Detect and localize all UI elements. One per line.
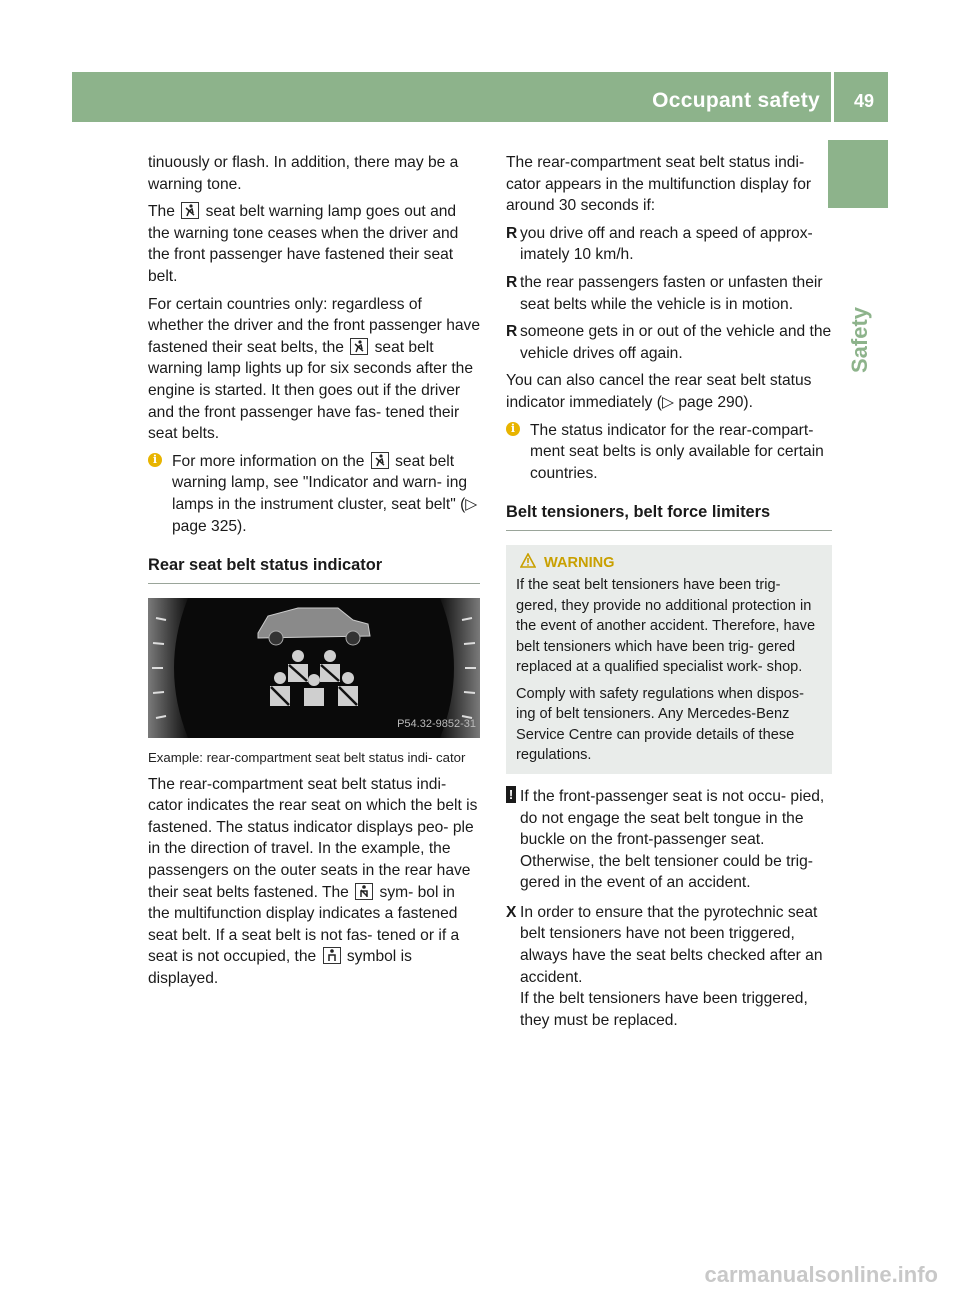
section-heading bbox=[506, 502, 832, 531]
info-note bbox=[148, 451, 480, 537]
paragraph bbox=[148, 294, 480, 445]
text: symbol is displayed. bbox=[148, 948, 412, 988]
list-item bbox=[506, 223, 832, 266]
text: For certain countries only: regardless of whether the driver and the front passenger have fastened their seat belts, the bbox=[148, 295, 481, 356]
text: the rear passengers fasten or unfasten their seat belts while the vehicle is in motion. bbox=[520, 273, 823, 313]
text: seat belt warning lamp goes out and the warning tone ceases when the driver and the front passenger have fastened their seat belt. bbox=[148, 203, 459, 285]
info-icon: i bbox=[506, 422, 520, 436]
notice-icon: ! bbox=[506, 786, 516, 803]
warning-text: If the seat belt tensioners have been trig- gered, they provide no additional protection in the event of another accident. Therefore, have belt tensioners which have been trig- gered replaced at a qualified specialist work- shop. bbox=[516, 577, 816, 676]
section-tab bbox=[828, 140, 888, 208]
figure-caption: Example: rear-compartment seat belt status indi- cator bbox=[148, 749, 466, 765]
seat-belt-warning-icon bbox=[371, 452, 389, 469]
belt-fastened-icon bbox=[355, 883, 373, 900]
warning-text: Comply with safety regulations when dispos- ing of belt tensioners. Any Mercedes-Benz Service Centre can provide details of these regulations. bbox=[516, 685, 804, 764]
text: The status indicator for the rear-compart- ment seat belts is only available for certain countries. bbox=[530, 421, 824, 482]
side-section-label: Safety bbox=[847, 306, 872, 374]
paragraph bbox=[148, 201, 480, 287]
text: The bbox=[148, 203, 175, 221]
text: In order to ensure that the pyrotechnic seat belt tensioners have not been triggered, always have the seat belts checked after an accident. bbox=[520, 903, 823, 986]
step-marker: X bbox=[506, 903, 517, 921]
instruction-step bbox=[506, 902, 832, 1032]
figure-code: P54.32-9852-31 bbox=[397, 718, 476, 731]
paragraph: tinuously or flash. In addition, there may be a warning tone. bbox=[148, 154, 459, 193]
text: You can also cancel the rear seat belt status indicator immediately ( bbox=[506, 372, 812, 411]
warning-box bbox=[506, 545, 832, 774]
text: someone gets in or out of the vehicle and the vehicle drives off again. bbox=[520, 323, 832, 362]
bullet-marker: R bbox=[506, 224, 518, 242]
text: seat belt warning lamp lights up for six seconds after the engine is started. It then goes out if the driver and the front passenger have fas- tened their seat belts. bbox=[148, 338, 474, 443]
info-note bbox=[506, 420, 832, 485]
text: If the belt tensioners have been triggered, they must be replaced. bbox=[520, 990, 808, 1029]
page-reference-link[interactable]: page 290). bbox=[678, 393, 753, 411]
paragraph bbox=[506, 370, 832, 413]
warning-label: WARNING bbox=[544, 554, 615, 571]
header-divider bbox=[831, 72, 834, 122]
text: For more information on the bbox=[172, 452, 365, 470]
seat-belt-warning-icon bbox=[181, 202, 199, 219]
text: If the front-passenger seat is not occu- pied, do not engage the seat belt tongue in the buckle on the front-passenger seat. Otherwise, the belt tensioner could be trig- gered in the event of an accident. bbox=[520, 787, 825, 892]
text: seat belt warning lamp, see "Indicator and warn- ing lamps in the instrument cluster, seat belt" ( bbox=[172, 452, 468, 513]
seat-belt-warning-icon bbox=[350, 338, 368, 355]
bullet-marker: R bbox=[506, 323, 518, 341]
page-reference-link[interactable]: page 325). bbox=[172, 517, 247, 535]
header-bar bbox=[72, 72, 888, 122]
text: you drive off and reach a speed of approx- imately 10 km/h. bbox=[520, 224, 813, 264]
page-number: 49 bbox=[853, 91, 874, 111]
heading-text: Belt tensioners, belt force limiters bbox=[506, 503, 771, 522]
paragraph bbox=[148, 774, 480, 990]
status-indicator-figure bbox=[148, 598, 480, 738]
warning-title bbox=[516, 553, 822, 574]
page-ref-arrow-icon: ▷ bbox=[662, 393, 674, 411]
paragraph: The rear-compartment seat belt status indi- cator appears in the multifunction display for around 30 seconds if: bbox=[506, 154, 812, 215]
section-heading bbox=[148, 555, 480, 584]
notice bbox=[506, 786, 832, 894]
section-title: Occupant safety bbox=[652, 89, 820, 112]
text: sym- bol in the multifunction display indicates a fastened seat belt. If a seat belt is not fas- tened or if a seat is not occupied, the bbox=[148, 883, 460, 966]
info-icon: i bbox=[148, 453, 162, 467]
page-ref-arrow-icon: ▷ bbox=[465, 495, 478, 513]
heading-text: Rear seat belt status indicator bbox=[148, 556, 383, 575]
bullet-marker: R bbox=[506, 273, 518, 291]
text: The rear-compartment seat belt status indi- cator indicates the rear seat on which the belt is fastened. The status indicator displays peo- ple in the direction of travel. In the example, the passengers on the outer seats in the rear have their seat belts fastened. The bbox=[148, 775, 478, 901]
watermark: carmanualsonline.info bbox=[704, 1262, 938, 1287]
left-column bbox=[148, 152, 480, 996]
right-column bbox=[506, 152, 832, 1031]
belt-unfastened-icon bbox=[323, 947, 341, 964]
list-item bbox=[506, 321, 832, 364]
list-item bbox=[506, 272, 832, 315]
warning-triangle-icon bbox=[520, 553, 536, 568]
